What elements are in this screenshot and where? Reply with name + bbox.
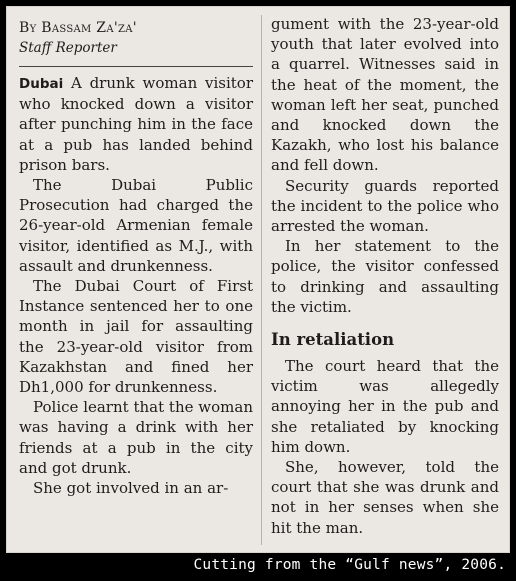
dateline: Dubai <box>19 76 64 92</box>
paragraph-continued: gument with the 23-year-old youth that later evolved into a quarrel. Witnesses said in the heat of the moment, the woman left her seat, punched and knocked down the Kazakh, who lost his balance and fell down. <box>271 15 499 175</box>
paragraph: The court heard that the victim was allegedly annoying her in the pub and she retaliated by knocking him down. <box>271 357 499 456</box>
paragraph: Security guards reported the incident to the police who arrested the woman. <box>271 176 499 236</box>
author-role: Staff Reporter <box>19 40 117 56</box>
paragraph: She got involved in an ar- <box>33 479 229 498</box>
paragraph: She, however, told the court that she was drunk and not in her senses when she hit the man. <box>271 458 499 537</box>
subheading: In retaliation <box>271 330 395 350</box>
byline: By Bassam Za'za' <box>19 20 137 36</box>
paragraph: The Dubai Public Prosecution had charged the 26-year-old Armenian female visitor, identified as M.J., with assault and drunkenness. <box>19 176 253 275</box>
column-divider <box>261 15 262 545</box>
column-left <box>19 15 253 498</box>
source-caption: Cutting from the “Gulf news”, 2006. <box>193 557 506 573</box>
newspaper-clipping <box>6 6 510 553</box>
paragraph: The Dubai Court of First Instance sentenced her to one month in jail for assaulting the 23-year-old visitor from Kazakhstan and fined her Dh1,000 for drunkenness. <box>19 277 253 397</box>
paragraph: Police learnt that the woman was having a drink with her friends at a pub in the city and got drunk. <box>19 398 253 477</box>
paragraph-lead: Dubai A drunk woman visitor who knocked down a visitor after punching him in the face at a pub has landed behind prison bars. <box>19 74 253 174</box>
column-right <box>271 14 499 538</box>
byline-rule <box>19 66 253 67</box>
paragraph: In her statement to the police, the visitor confessed to drinking and assaulting the victim. <box>271 237 499 316</box>
